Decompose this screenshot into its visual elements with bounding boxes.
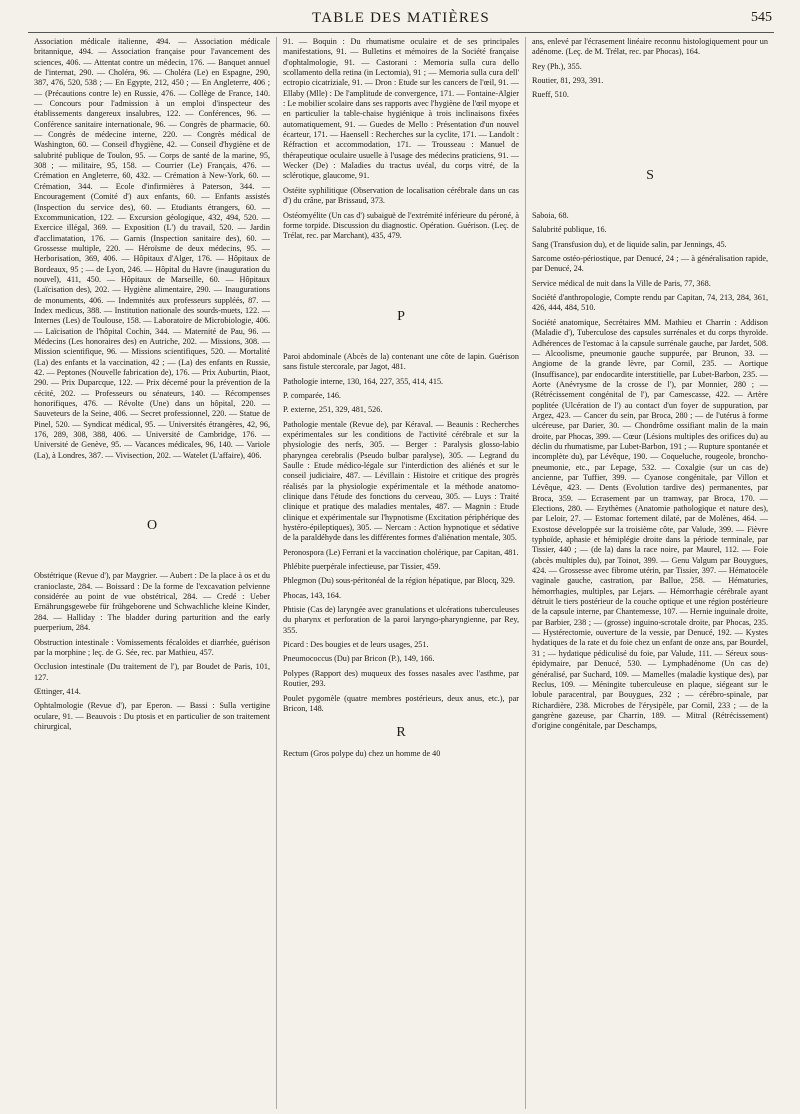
index-entry: Occlusion intestinale (Du traitement de l'), par Boudet de Paris, 101, 127. xyxy=(34,662,270,682)
index-entry: Phlegmon (Du) sous-péritonéal de la région hépatique, par Blocq, 329. xyxy=(283,576,515,586)
index-entry: Société d'anthropologie, Compte rendu par Capitan, 74, 213, 284, 361, 426, 444, 484, 510. xyxy=(532,293,768,313)
index-entry: Phlébite puerpérale infectieuse, par Tissier, 459. xyxy=(283,562,441,572)
index-column-right xyxy=(525,37,774,1109)
index-entry: Peronospora (Le) Ferrani et la vaccination cholérique, par Capitan, 481. xyxy=(283,547,519,557)
page-title: TABLE DES MATIÈRES xyxy=(312,10,490,26)
header-rule xyxy=(28,32,774,33)
section-letter-o: O xyxy=(146,518,158,534)
index-entry: Rey (Ph.), 355. xyxy=(532,61,582,71)
index-entry: Paroi abdominale (Abcès de la) contenant une côte de lapin. Guérison sans fistule stercorale, par Jagot, 481. xyxy=(283,351,519,372)
index-entry: Pathologie interne, 130, 164, 227, 355, 414, 415. xyxy=(283,376,444,386)
index-entry: Obstruction intestinale : Vomissements fécaloïdes et diarrhée, guérison par la morphine ; leç. de G. Sée, rec. par Mathieu, 457. xyxy=(34,637,270,657)
index-entry: Obstétrique (Revue d'), par Maygrier. — Aubert : De la place à os et du cranioclaste, 284. — Boissard : De la forme de l'excavation pelvienne considérée au point de vue obstétrical, 284. — Credé : Ueber Ernährungsgewebe für frühgeborene und Schwachliche kleine Kinder, 284. — Halliday : The bladder during parturition and the early puerperium, 284. xyxy=(34,571,270,633)
index-entry: P. comparée, 146. xyxy=(283,390,341,400)
index-entry: P. externe, 251, 329, 481, 526. xyxy=(283,405,383,415)
section-letter-p: P xyxy=(397,308,405,324)
index-entry: Picard : Des bougies et de leurs usages, 251. xyxy=(283,640,429,650)
index-entry: Phocas, 143, 164. xyxy=(283,590,341,600)
index-entry: 91. — Boquin : Du rhumatisme oculaire et de ses principales manifestations, 91. — Bulletins et mémoires de la Société française d'ophtalmologie, 91. — Castorani : Memoria sulla cura dello scollamento della retina (in Lectomia), 91 ; — Memoria sulla cura dell' ectropio cicatriziale, 91. — Dron : Etude sur les cancers de l'œil, 91. — Ellaby (Mlle) : De l'amplitude de convergence, 171. — Fontaine-Algier : Le mobilier scolaire dans ses rapports avec l'hygiène de l'œil myope et en particulier la table-chaise hygiénique à trois inclinaisons fixées automatiquement, 91. — Guedes de Mello : Présentation d'un nouvel écarteur, 171. — Haensell : Recherches sur la cyclite, 171. — Landolt : Réfraction et accommodation, 171. — Trousseau : Manuel de thérapeutique oculaire usuelle à l'usage des médecins praticiens, 91. — Wecker (De) : Maladies du tractus uvéal, du corps vitré, de la sclérotique, glaucome, 91. xyxy=(283,37,519,181)
index-entry: Poulet pygomèle (quatre membres postérieurs, deux anus, etc.), par Bricon, 148. xyxy=(283,693,519,713)
index-entry: Rectum (Gros polype du) chez un homme de 40 xyxy=(283,748,441,758)
index-entry: Pathologie mentale (Revue de), par Kéraval. — Beaunis : Recherches expérimentales sur les conditions de l'activité cérébrale et sur la physiologie des nerfs, 305. — Berger : Paralysis glosso-labio pharyngea cerebralis (Pseudo bulbar paralyse), 305. — Legrand du Saulle : Etude médico-légale sur l'interdiction des aliénés et sur le conseil judiciaire, 487. — Lévillain : Histoire et critique des progrès réalisés par la physiologie expérimentale et la méthode anatomo-clinique dans l'étude des fonctions du cerveau, 305. — Luys : Traité clinique et pratique des maladies mentales, 487. — Magnin : Etude clinique et expérimentale sur l'hypnotisme (Excitation périphérique des hystéro-épileptiques), 305. — Nercam : Action hypnotique et sédative de la paraldéhyde dans les différentes formes d'aliénation mentale, 305. xyxy=(283,419,519,543)
index-entry: Routier, 81, 293, 391. xyxy=(532,76,604,86)
index-entry: Association médicale italienne, 494. — Association médicale britannique, 494. — Association française pour l'avancement des sciences, 406. — Attentat contre un médecin, 176. — Banquet annuel de l'internat, 290. — Choléra, 96. — Choléra (Le) en Espagne, 290, 387, 476, 520, 538 ; — En Egypte, 212, 450 ; — En Angleterre, 406 ; — (Précautions contre le) en Russie, 476. — Collège de France, 140. — Concours pour l'admission à un emploi d'inspecteur des établissements dangereux insalubres, 122. — Conférences, 96. — Conférence sanitaire internationale, 96. — Congrès de pharmacie, 60. — Congrès de médecine interne, 220. — Congrès médical de Washington, 60. — Conseil d'hygiène, 42. — Conseil d'hygiène et de salubrité publique de Toulon, 95. — Corps de santé de la marine, 95, 308 ; — militaire, 95, 158. — Courrier (Le) Français, 476. — Crémation en Angleterre, 60, 432. — Crémation à New-York, 60. — Crémation, 344. — Ecole d'infirmières à Paterson, 344. — Encouragement (Comité d') aux enfants, 60. — Enfants assistés (Inspection du service des), 60. — Etudiants étrangers, 60. — Excommunication, 122. — Excursion géologique, 432, 494, 520. — Exercice illégal, 369. — Exposition (L') du travail, 520. — Jardin d'acclimatation, 176. — Garnis (Inspection sanitaire des), 60. — Grossesse multiple, 220. — Héroïsme de deux médecins, 95. — Herborisation, 369, 406. — Hôpitaux d'Alger, 176. — Hôpitaux de Bordeaux, 95 ; — de Lyon, 246. — Hôpital du Havre (inauguration du nouvel), 411, 450. — Hôpitaux de Marseille, 60. — Hôpitaux (Laïcisation des), 202. — Hygiène alimentaire, 290. — Inaugurations de monuments, 406. — Indemnités aux professeurs suppléés, 87. — Index medicus, 388. — Institution nationale des sourds-muets, 122. — Internes (Les) de Toulouse, 158. — Laboratoire de Microbiologie, 406. — Laïcisation de l'hôpital Cochin, 344. — Maternité de Pau, 96. — Médecins (Les honoraires des) en Autriche, 202. — Missions, 308. — Mission scientifique, 96. — Missions scientifiques, 520. — Mortalité (La) des enfants et la vaccination, 42 ; — (La) des enfants en Russie, 42. — Peptones (Nouvelle fabrication de), 176. — Prix Auburtin, Piaot, 290. — Prix Duparcque, 122. — Prix décerné pour la prévention de la cécité, 202. — Professeurs ou sénateurs, 140. — Récompenses honorifiques, 476. — Révolte (Une) dans un hôpital, 220. — Sauveteurs de la Seine, 406. — Secret professionnel, 220. — Statue de Pinel, 520. — Syndicat médical, 95. — Universités étrangères, 42, 96, 176, 289, 308, 388, 406. — Université de Cambridge, 176. — Université de Genève, 95. — Vacances médicales, 96, 140. — Variole (La), à Londres, 387. — Vivisection, 202. — Watelet (L'affaire), 406. xyxy=(34,37,270,460)
page-number: 545 xyxy=(751,10,772,25)
index-entry: Société anatomique, Secrétaires MM. Mathieu et Charrin : Addison (Maladie d'), Tuberculose des capsules surrénales et du corps thyroïde. Adhérences de l'estomac à la capsule surrénale gauche, par Jardet, 508. — Alcoolisme, pneumonie gauche suppurée, par Brunon, 33. — Angiome de la grande lèvre, par Cornil, 235. — Aortique (Insuffisance), par endocardite interstitielle, par Lubet-Barbon, 235. — Aorte (Anévrysme de la crosse de l'), par Monnier, 280 ; — (Rétrécissement congénital de l'), par Camescasse, 422. — Artère poplitée (Ulcération de l') au contact d'un foyer de suppuration, par Argez, 423. — Cancer du sein, par Broca, 280 ; — de l'utérus à forme ulcéreuse, par Darier, 30. — Chondrôme ossifiant malin de la main droite, par Phocas, 399. — Cœur (Lésions multiples des orifices du) au déclin du rhumatisme, par Lubet-Barbon, 191 ; — Rupture spontanée et incomplète du), par Lévêque, 190. — Coqueluche, rougeole, broncho-pneumonie, etc., par Lepage, 532. — Coxalgie (sur un cas de) ancienne, par Tuffier, 399. — Cyanose congénitale, par Villon et Lévêque, 423. — Dents (Evolution tardive des) permanentes, par Broca, 359. — Ecrasement par un tramway, par Broca, 170. — Elections, 280. — Erythèmes (Anatomie pathologique et nature des), par Leloir, 27. — Estomac fortement dilaté, par de Molènes, 464. — Exostose développée sur la troisième côte, par Valude, 399. — Fièvre typhoïde, aphasie et hémiplégie droite dans la période terminale, par Tissier, 440 ; — (de la) dans la race noire, par Maurel, 112. — Foie (abcès multiples du), par Toinot, 399. — Genu Valgum par Bouygues, 424. — Grossesse avec fibrome utérin, par Tissier, 397. — Hématocèle vaginale gauche, castration, par Ballue, 258. — Hématuries, hémorrhagies, multiples, par Lejars. — Hémorrhagie cérébrale ayant détruit le tiers postérieur de la couche optique et une région postérieure de la capsule interne, par Chantemesse, 107. — Hernie inguinale droite, par Barbier, 238 ; — (grosse) inguino-scrotale droite, par Phocas, 235. — Hystérectomie, ouverture de la vessie, par Denucé, 192. — Kystes hydatiques de la rate et du foie chez un enfant de onze ans, par Bourdel, 31 ; — hydatique pédiculisé du foie, par Valude, 111. — Séreux sous-épidymaire, par Denucé, 530. — Lymphadénome (Un cas de) généralisé, par Suchard, 109. — Mamelles (maladie kystique des), par Reclus, 109. — Méningite tuberculeuse en plaque, siégeant sur le lobule paracentral, par Bouygues, 232 ; — cérébro-spinale, par Richardière, 238. Microbes de l'érysipèle, par Cornil, 233 ; — de la gangrène gazeuse, par Charrin, 189. — Mitral (Rétrécissement) d'origine congénitale, par Deschamps, xyxy=(532,317,768,731)
index-entry: Salubrité publique, 16. xyxy=(532,225,607,235)
index-entry: Pneumococcus (Du) par Bricon (P.), 149, 166. xyxy=(283,654,435,664)
index-entry: ans, enlevé par l'écrasement linéaire reconnu histologiquement pour un adénome. (Leç. de M. Trélat, rec. par Phocas), 164. xyxy=(532,37,768,57)
index-column-middle xyxy=(276,37,525,1109)
index-entry: Service médical de nuit dans la Ville de Paris, 77, 368. xyxy=(532,278,711,288)
index-entry: Sarcome ostéo-périostique, par Denucé, 24 ; — à généralisation rapide, par Denucé, 24. xyxy=(532,254,768,274)
index-entry: Rueff, 510. xyxy=(532,90,569,100)
index-entry: Sang (Transfusion du), et de liquide salin, par Jennings, 45. xyxy=(532,239,727,249)
running-header xyxy=(28,6,774,32)
section-letter-s: S xyxy=(646,167,654,183)
index-entry: Ostéomyélite (Un cas d') subaiguë de l'extrémité inférieure du péroné, à forme torpide. Discussion du diagnostic. Opération. Guérison. (Leç. de Trélat, rec. par Marchant), 435, 479. xyxy=(283,210,519,241)
index-entry: Ophtalmologie (Revue d'), par Eperon. — Bassi : Sulla vertigine oculare, 91. — Beauvois : Du ptosis et en particulier de son traitement chirurgical, xyxy=(34,701,270,731)
index-entry: Polypes (Rapport des) muqueux des fosses nasales avec l'asthme, par Routier, 293. xyxy=(283,668,519,689)
index-entry: Saboia, 68. xyxy=(532,211,569,221)
index-entry: Phtisie (Cas de) laryngée avec granulations et ulcérations tuberculeuses du pharynx et perforation de la paroi laryngo-pharyngienne, par Rey, 355. xyxy=(283,605,519,635)
index-columns xyxy=(28,37,774,1109)
section-letter-r: R xyxy=(396,725,406,741)
index-entry: Œttinger, 414. xyxy=(34,686,81,696)
index-column-left xyxy=(28,37,276,1109)
index-entry: Ostéite syphilitique (Observation de localisation cérébrale dans un cas d') du crâne, par Brissaud, 373. xyxy=(283,185,519,206)
